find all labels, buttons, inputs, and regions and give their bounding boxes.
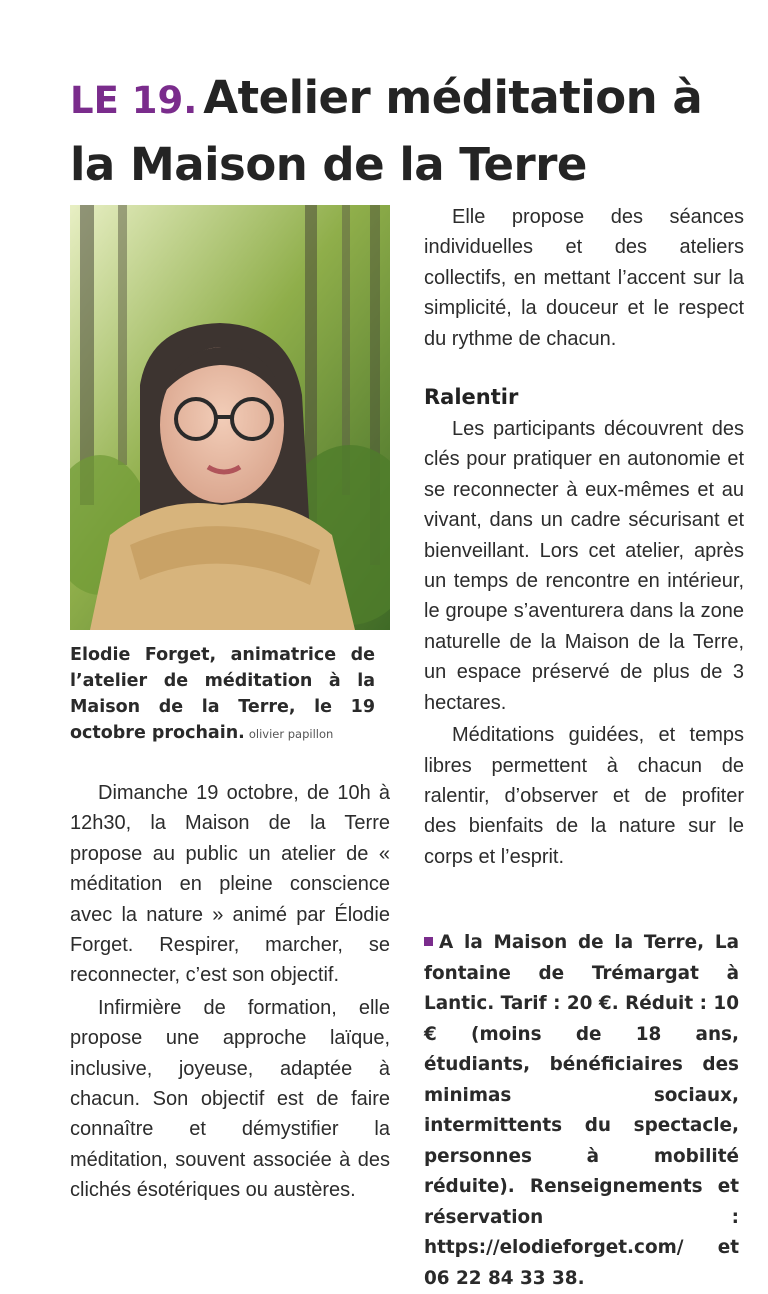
practical-info (424, 928, 739, 1294)
headline-title: Atelier méditation à la Maison de la Terre (70, 71, 703, 192)
body-paragraph: Elle propose des séances individuelles et des ateliers collectifs, en mettant l’accent sur la simplicité, la douceur et le respect du rythme de chacun. (424, 206, 744, 350)
subheading: Ralentir (424, 385, 519, 410)
headline-kicker: LE 19. (70, 79, 198, 123)
body-paragraph: Infirmière de formation, elle propose une approche laïque, inclusive, joyeuse, adaptée à chacun. Son objectif est de faire connaître et démystifier la méditation, souvent associée à des clichés ésotériques ou austères. (70, 996, 390, 1202)
square-bullet-icon (424, 937, 433, 946)
headline (70, 66, 750, 197)
practical-info-text: A la Maison de la Terre, La fontaine de Trémargat à Lantic. Tarif : 20 €. Réduit : 10 € (moins de 18 ans, étudiants, bénéficiaires des minimas sociaux, intermittents du spectacle, personnes à mobilité réduite). Renseignements et réservation : https://elodieforget.com/ et 06 22 84 33 38. (424, 932, 739, 1289)
body-paragraph: Dimanche 19 octobre, de 10h à 12h30, la Maison de la Terre propose au public un atelier de « méditation en pleine conscience avec la nature » animé par Élodie Forget. Respirer, marcher, se reconnecter, c’est son objectif. (70, 782, 390, 987)
portrait-photo-icon (70, 205, 390, 630)
left-column (70, 778, 390, 1206)
right-column (424, 202, 744, 872)
article-photo (70, 205, 390, 630)
body-paragraph: Les participants découvrent des clés pour pratiquer en autonomie et se reconnecter à eux-mêmes et au vivant, dans un cadre sécurisant et bienveillant. Lors cet atelier, après un temps de rencontre en intérieur, le groupe s’aventurera dans la zone naturelle de la Maison de la Terre, un espace préservé de plus de 3 hectares. (424, 418, 744, 714)
caption-text: Elodie Forget, animatrice de l’atelier de méditation à la Maison de la Terre, le 19 octobre prochain. (70, 645, 375, 743)
body-paragraph: Méditations guidées, et temps libres permettent à chacun de ralentir, d’observer et de profiter des bienfaits de la nature sur le corps et l’esprit. (424, 724, 744, 868)
photo-credit: olivier papillon (248, 727, 334, 741)
photo-caption (70, 642, 375, 747)
